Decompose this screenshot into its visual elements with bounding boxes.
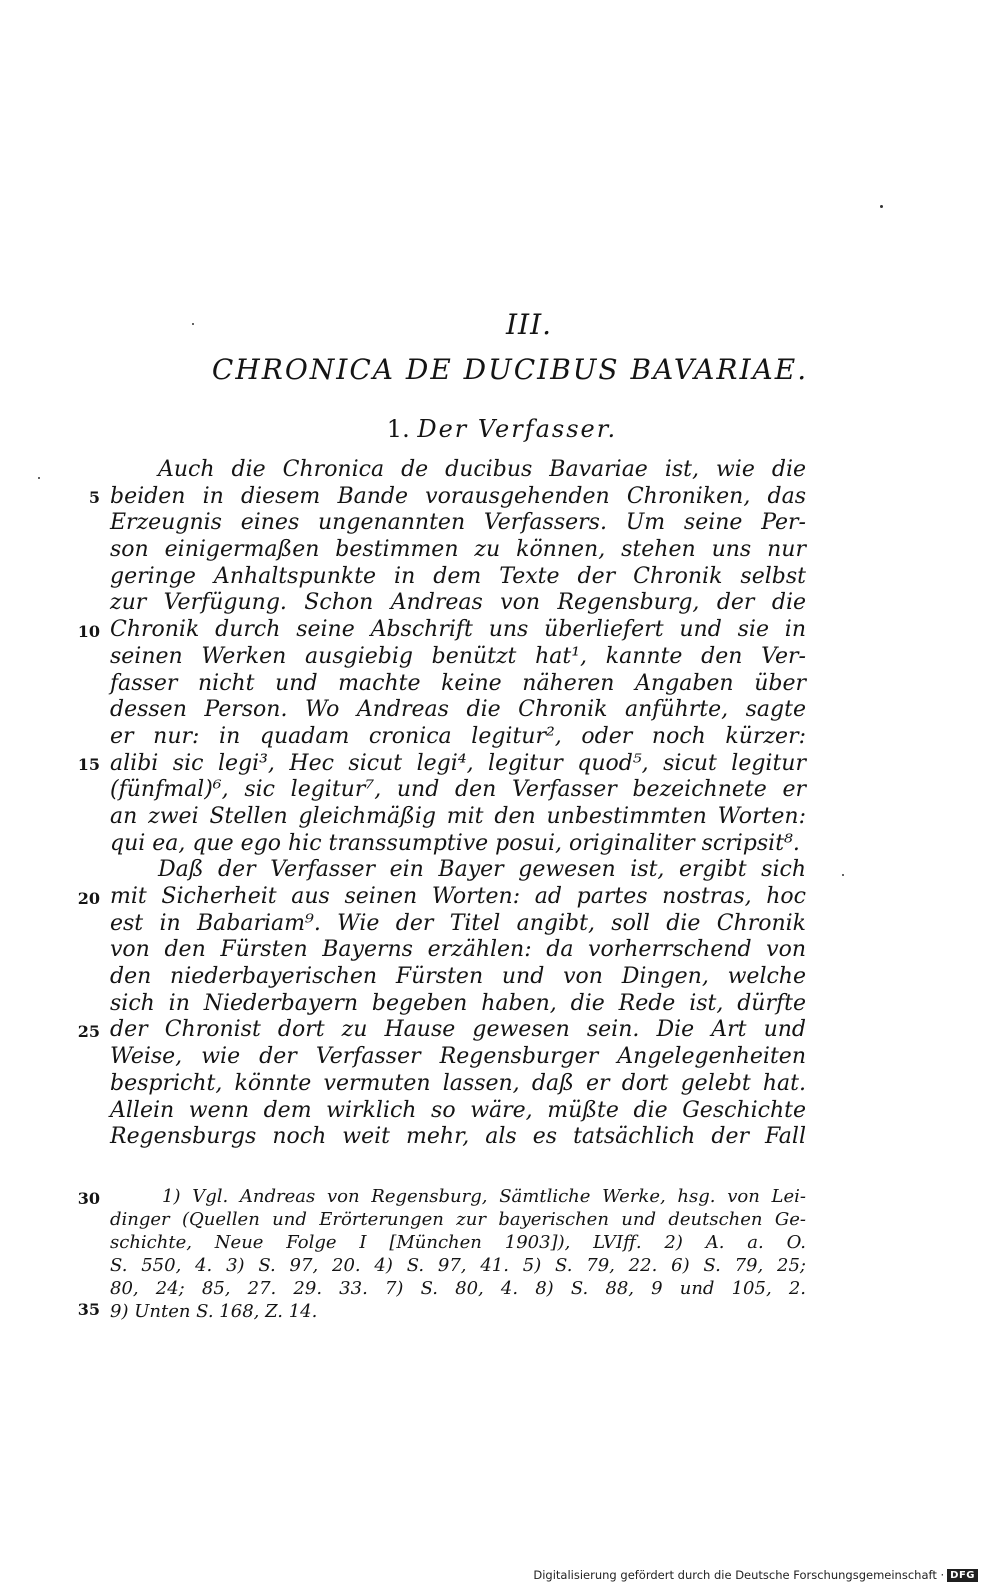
body-line: beiden in diesem Bande vorausgehenden Chroniken, das <box>110 483 806 509</box>
footnote-line: 1) Vgl. Andreas von Regensburg, Sämtliche Werke, hsg. von Lei- <box>162 1186 806 1207</box>
chapter-title: CHRONICA DE DUCIBUS BAVARIAE. <box>211 353 809 386</box>
scan-speck <box>880 205 883 208</box>
scan-speck <box>38 477 40 479</box>
body-line: qui ea, que ego hic transsumptive posui, originaliter scripsit⁸. <box>110 830 800 856</box>
section-heading <box>0 415 1000 443</box>
body-line: fasser nicht und machte keine näheren Angaben über <box>110 670 806 696</box>
body-line: an zwei Stellen gleichmäßig mit den unbestimmten Worten: <box>110 803 806 829</box>
body-line: Regensburgs noch weit mehr, als es tatsächlich der Fall <box>110 1124 806 1150</box>
body-line: bespricht, könnte vermuten lassen, daß er dort gelebt hat. <box>110 1070 806 1096</box>
digitization-credit <box>533 1568 978 1582</box>
dfg-logo: DFG <box>947 1569 978 1582</box>
body-line: alibi sic legi³, Hec sicut legi⁴, legitur quod⁵, sicut legitur <box>110 750 806 776</box>
body-line: zur Verfügung. Schon Andreas von Regensburg, der die <box>110 590 806 616</box>
body-line: sich in Niederbayern begeben haben, die Rede ist, dürfte <box>110 990 806 1016</box>
body-line: geringe Anhaltspunkte in dem Texte der Chronik selbst <box>110 563 806 589</box>
scan-speck <box>192 323 194 325</box>
footnotes <box>110 1185 806 1323</box>
body-text <box>110 457 806 1151</box>
credit-text: Digitalisierung gefördert durch die Deutsche Forschungsgemeinschaft · <box>533 1568 945 1582</box>
body-line: Chronik durch seine Abschrift uns überliefert und sie in <box>110 617 806 643</box>
body-line: dessen Person. Wo Andreas die Chronik anführte, sagte <box>110 697 806 723</box>
line-number: 10 <box>77 622 100 641</box>
section-number: 1. <box>386 415 410 443</box>
body-line: von den Fürsten Bayerns erzählen: da vorherrschend von <box>110 937 806 963</box>
line-number: 5 <box>88 488 100 507</box>
body-line: Allein wenn dem wirklich so wäre, müßte die Geschichte <box>110 1097 806 1123</box>
body-line: Weise, wie der Verfasser Regensburger Angelegenheiten <box>110 1044 806 1070</box>
body-line: (fünfmal)⁶, sic legitur⁷, und den Verfasser bezeichnete er <box>110 777 806 803</box>
body-line: est in Babariam⁹. Wie der Titel angibt, soll die Chronik <box>110 910 806 936</box>
body-line: seinen Werken ausgiebig benützt hat¹, kannte den Ver- <box>110 643 806 669</box>
section-heading-text: Der Verfasser. <box>417 415 618 443</box>
footnote-line: dinger (Quellen und Erörterungen zur bayerischen und deutschen Ge- <box>110 1209 806 1230</box>
footnote-line: 80, 24; 85, 27. 29. 33. 7) S. 80, 4. 8) S. 88, 9 und 105, 2. <box>110 1278 806 1299</box>
line-number: 25 <box>77 1022 100 1041</box>
body-line: Daß der Verfasser ein Bayer gewesen ist, ergibt sich <box>158 857 806 883</box>
body-line: der Chronist dort zu Hause gewesen sein. Die Art und <box>110 1017 806 1043</box>
footnote-line: schichte, Neue Folge I [München 1903]), LVIff. 2) A. a. O. <box>110 1232 806 1253</box>
line-number: 35 <box>77 1300 100 1319</box>
footnote-line: 9) Unten S. 168, Z. 14. <box>110 1301 318 1322</box>
chapter-number: III. <box>505 308 553 341</box>
body-line: den niederbayerischen Fürsten und von Dingen, welche <box>110 964 806 990</box>
line-number: 15 <box>77 755 100 774</box>
body-line: Auch die Chronica de ducibus Bavariae ist, wie die <box>158 457 806 482</box>
body-line: er nur: in quadam cronica legitur², oder noch kürzer: <box>110 723 806 749</box>
line-number: 20 <box>77 889 100 908</box>
body-line: son einigermaßen bestimmen zu können, stehen uns nur <box>110 537 806 563</box>
body-line: mit Sicherheit aus seinen Worten: ad partes nostras, hoc <box>110 884 806 909</box>
scan-speck <box>842 874 844 876</box>
line-number: 30 <box>77 1189 100 1208</box>
body-line: Erzeugnis eines ungenannten Verfassers. Um seine Per- <box>110 510 806 536</box>
footnote-line: S. 550, 4. 3) S. 97, 20. 4) S. 97, 41. 5) S. 79, 22. 6) S. 79, 25; <box>110 1255 806 1276</box>
